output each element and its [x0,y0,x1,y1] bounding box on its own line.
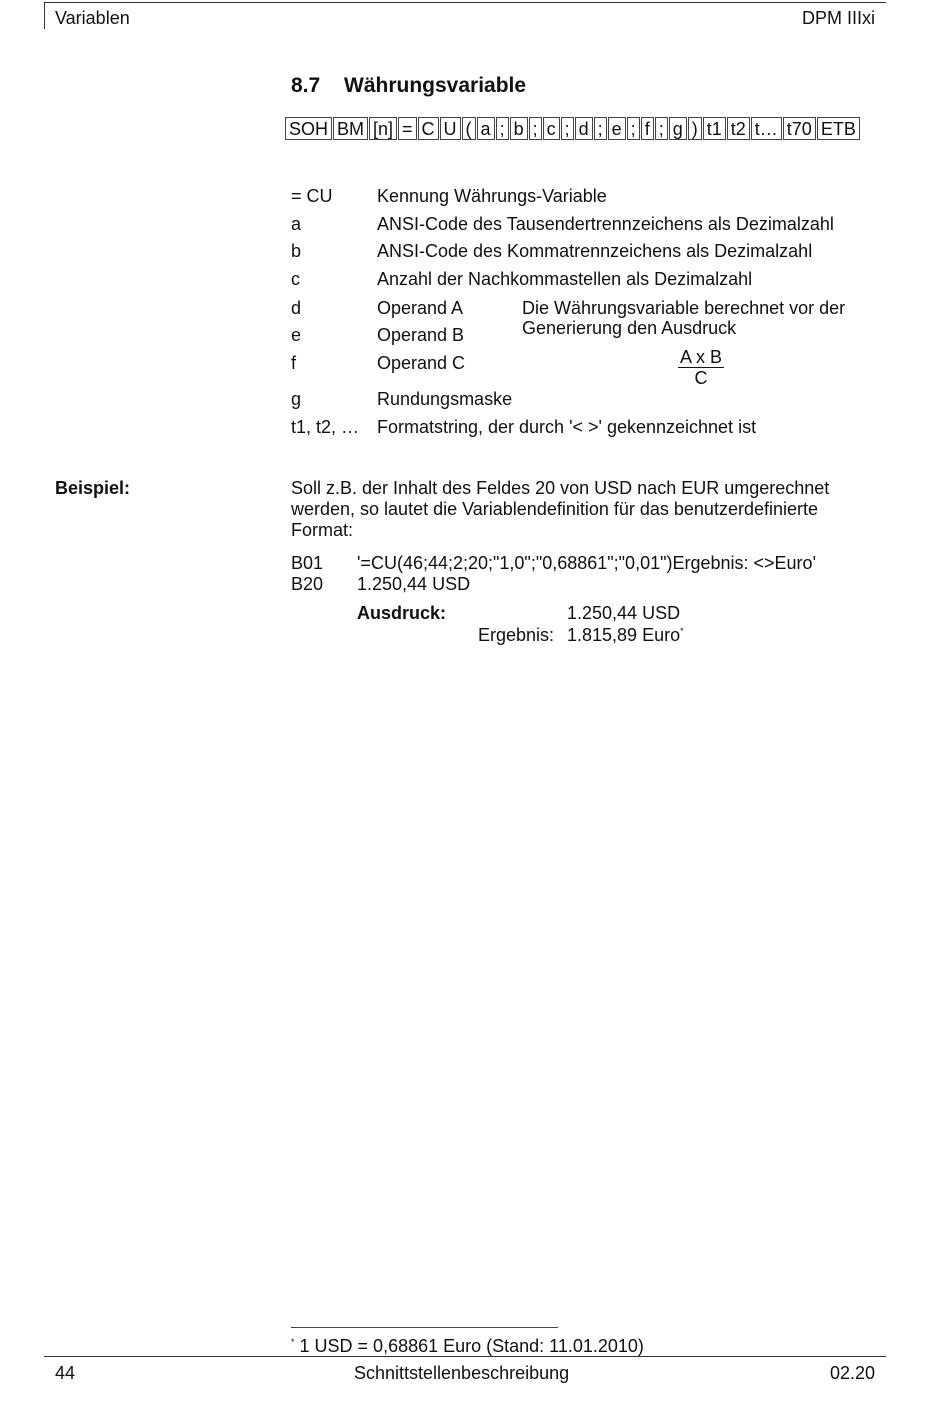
syntax-cell: ; [655,117,668,140]
example-label: Beispiel: [55,478,131,498]
footnote-rule [291,1327,558,1328]
syntax-cell: g [669,117,687,140]
footnote [291,1336,644,1357]
footnote-ref: * [680,626,684,636]
footnote-text: 1 USD = 0,68861 Euro (Stand: 11.01.2010) [299,1336,644,1356]
header-chapter: Variablen [55,8,130,28]
code-key-b01: B01 [291,553,324,573]
syntax-cell: e [608,117,626,140]
syntax-cell: U [440,117,461,140]
header-rule [44,2,886,3]
param-desc: Anzahl der Nachkommastellen als Dezimalzahl [377,269,753,289]
document-version: 02.20 [829,1363,875,1383]
syntax-cell: t1 [703,117,726,140]
syntax-cell: a [477,117,495,140]
syntax-cell: f [641,117,654,140]
param-desc: ANSI-Code des Tausendertrennzeichens als Dezimalzahl [377,214,834,234]
footer-rule [44,1356,886,1357]
formula-fraction [672,347,730,388]
syntax-cell: t2 [727,117,750,140]
param-key: g [291,389,302,409]
syntax-cell: ; [627,117,640,140]
syntax-cell: ; [561,117,574,140]
result-value: 1.815,89 Euro [567,625,681,645]
syntax-cell: t70 [783,117,816,140]
param-desc: ANSI-Code des Kommatrennzeichens als Dezimalzahl [377,241,813,261]
param-key: f [291,353,297,373]
header-product: DPM IIIxi [801,8,875,28]
param-key: c [291,269,300,289]
param-desc: Formatstring, der durch '< >' gekennzeichnet ist [377,417,757,437]
syntax-cell: C [418,117,439,140]
syntax-cell: c [543,117,560,140]
param-key: e [291,325,302,345]
syntax-cell: b [510,117,528,140]
section-number: 8.7 [291,74,321,97]
syntax-cell: = [398,117,417,140]
syntax-cell: ( [462,117,476,140]
param-key: t1, t2, … [291,417,360,437]
page-number: 44 [55,1363,76,1383]
param-key: d [291,298,302,318]
param-desc: Kennung Währungs-Variable [377,186,607,206]
example-text: Soll z.B. der Inhalt des Feldes 20 von USD nach EUR umgerechnet werden, so lautet die Variablendefinition für das benutzerdefinierte Format: [291,478,830,540]
header-vertical-bar [44,2,45,29]
document-name: Schnittstellenbeschreibung [354,1363,570,1383]
result-label: Ergebnis: [477,625,554,645]
calculation-note: Die Währungsvariable berechnet vor der Generierung den Ausdruck [522,298,846,338]
section-title [291,74,526,98]
code-key-b20: B20 [291,574,324,594]
code-value-b20: 1.250,44 USD [357,574,471,594]
syntax-row [285,117,861,140]
param-desc: Rundungsmaske [377,389,513,409]
result-value-wrap [567,625,684,646]
code-value-b01: '=CU(46;44;2;20;"1,0";"0,68861";"0,01")Ergebnis: <>Euro' [357,553,816,573]
output-value: 1.250,44 USD [567,603,681,623]
formula-numerator: A x B [679,347,723,367]
syntax-cell: BM [333,117,368,140]
syntax-cell: ; [594,117,607,140]
syntax-cell: d [575,117,593,140]
param-key: a [291,214,302,234]
param-desc: Operand B [377,325,465,345]
syntax-cell: t… [751,117,782,140]
param-desc: Operand C [377,353,466,373]
output-label: Ausdruck: [357,603,447,623]
syntax-cell: ; [496,117,509,140]
footnote-mark: * [291,1337,295,1347]
param-key: = CU [291,186,333,206]
syntax-cell: [n] [369,117,397,140]
param-desc: Operand A [377,298,464,318]
section-title-text: Währungsvariable [344,74,527,97]
syntax-cell: ; [529,117,542,140]
syntax-cell: ETB [817,117,860,140]
syntax-cell: SOH [285,117,332,140]
param-key: b [291,241,302,261]
formula-denominator: C [694,368,708,388]
syntax-cell: ) [688,117,702,140]
